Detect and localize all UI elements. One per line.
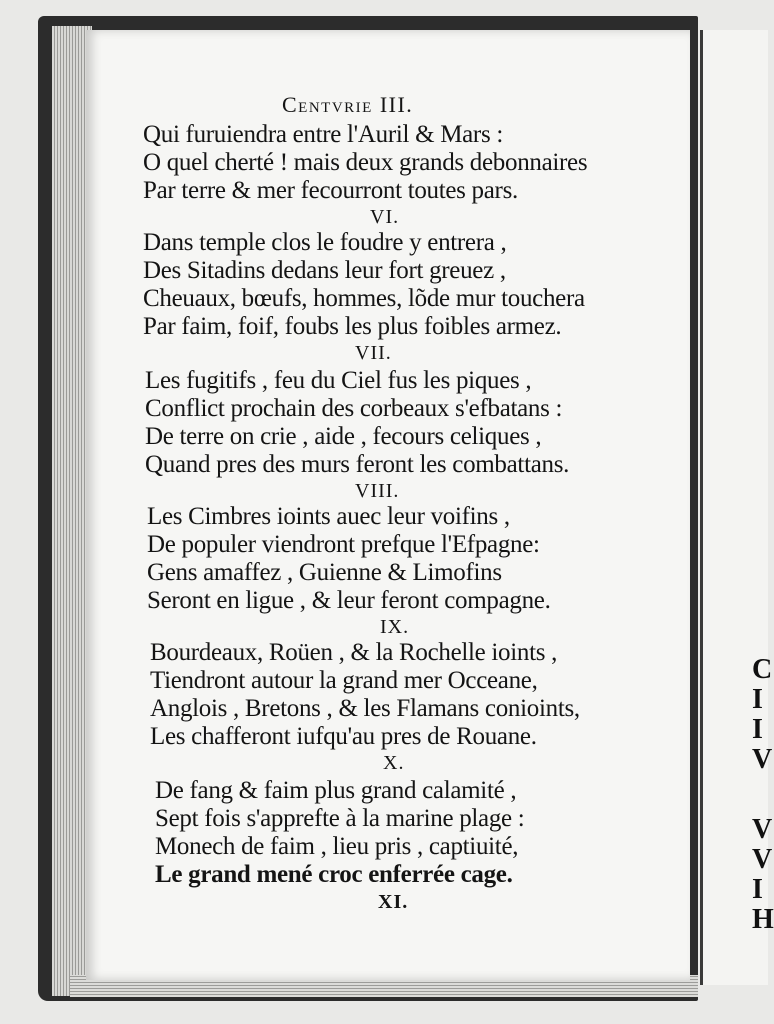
verse-line: Les fugitifs , feu du Ciel fus les piques ,	[145, 367, 532, 394]
verse-line: Monech de faim , lieu pris , captiuité,	[155, 833, 519, 860]
verse-line: Cheuaux, bœufs, hommes, lõde mur touchera	[143, 285, 585, 312]
verse-line: Les Cimbres ioints auec leur voifins ,	[147, 503, 510, 530]
verse-line: Des Sitadins dedans leur fort greuez ,	[143, 257, 506, 284]
verse-line: Les chafferont iufqu'au pres de Rouane.	[150, 723, 537, 750]
verse-line: Conflict prochain des corbeaux s'efbatans :	[145, 395, 563, 422]
running-head-text: Centvrie III.	[282, 92, 414, 117]
quatrain-number: VII.	[355, 342, 392, 364]
verse-line: Anglois , Bretons , & les Flamans conioints,	[150, 695, 580, 722]
verse-line: Dans temple clos le foudre y entrera ,	[143, 229, 507, 256]
verse-line: De fang & faim plus grand calamité ,	[155, 777, 517, 804]
quatrain-number: X.	[383, 752, 405, 774]
verse-line: Par faim, foif, foubs les plus foibles armez.	[143, 313, 562, 340]
verse-line: Par terre & mer fecourront toutes pars.	[143, 177, 518, 204]
facing-letter: V	[752, 844, 773, 875]
running-head	[282, 92, 413, 118]
facing-letter: I	[752, 684, 763, 715]
verse-line: Seront en ligue , & leur feront compagne.	[147, 587, 551, 614]
facing-letter: V	[752, 814, 773, 845]
facing-letter: H	[752, 904, 774, 935]
verse-line: De terre on crie , aide , fecours celiques ,	[145, 423, 542, 450]
verse-line: O quel cherté ! mais deux grands debonnaires	[143, 149, 588, 176]
facing-letter: I	[752, 874, 763, 905]
verse-line: Le grand mené croc enferrée cage.	[155, 861, 513, 888]
quatrain-number: VI.	[370, 206, 400, 228]
quatrain-number: VIII.	[355, 480, 400, 502]
facing-letter: C	[752, 654, 773, 685]
verse-line: Qui furuiendra entre l'Auril & Mars :	[143, 121, 503, 148]
verse-line: Bourdeaux, Roüen , & la Rochelle ioints ,	[150, 639, 558, 666]
verse-line: Sept fois s'apprefte à la marine plage :	[155, 805, 525, 832]
facing-letter: I	[752, 714, 763, 745]
quatrain-number: XI.	[378, 891, 409, 913]
verse-line: De populer viendront prefque l'Efpagne:	[147, 531, 540, 558]
verse-line: Gens amaffez , Guienne & Limofins	[147, 559, 502, 586]
quatrain-number: IX.	[380, 616, 410, 638]
facing-letter: V	[752, 744, 773, 775]
verse-line: Quand pres des murs feront les combattans.	[145, 451, 570, 478]
verse-line: Tiendront autour la grand mer Occeane,	[150, 667, 538, 694]
